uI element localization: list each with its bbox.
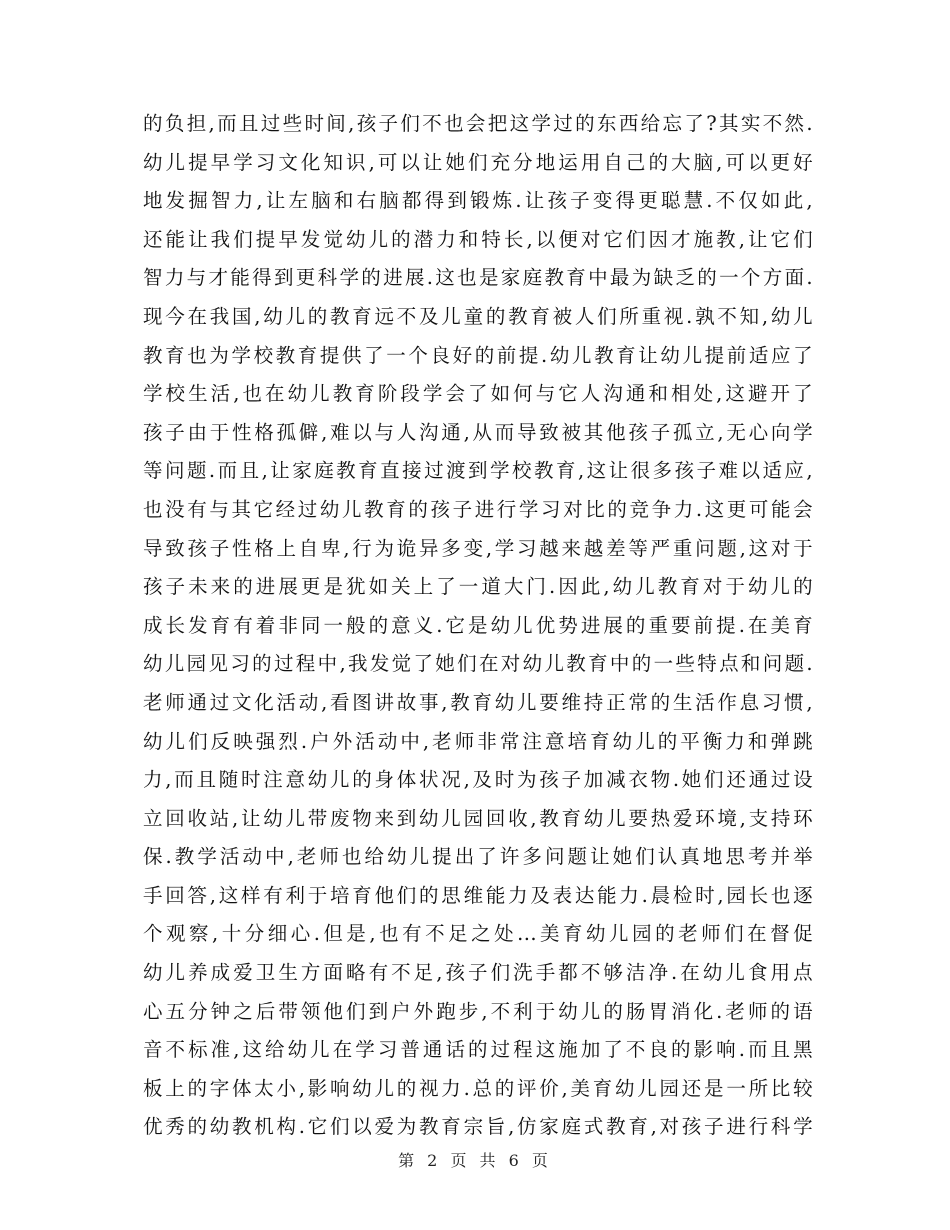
text-line: 地发掘智力,让左脑和右脑都得到锻炼.让孩子变得更聪慧.不仅如此, xyxy=(143,189,813,213)
text-line: 立回收站,让幼儿带废物来到幼儿园回收,教育幼儿要热爱环境,支持环 xyxy=(143,806,813,830)
text-line: 也没有与其它经过幼儿教育的孩子进行学习对比的竞争力.这更可能会 xyxy=(143,497,813,521)
text-line: 幼儿养成爱卫生方面略有不足,孩子们洗手都不够洁净.在幼儿食用点 xyxy=(143,961,813,985)
text-line: 教育也为学校教育提供了一个良好的前提.幼儿教育让幼儿提前适应了 xyxy=(143,343,813,367)
text-line: 还能让我们提早发觉幼儿的潜力和特长,以便对它们因才施教,让它们 xyxy=(143,227,813,251)
text-line: 优秀的幼教机构.它们以爱为教育宗旨,仿家庭式教育,对孩子进行科学 xyxy=(143,1115,813,1139)
text-line: 的负担,而且过些时间,孩子们不也会把这学过的东西给忘了?其实不然. xyxy=(143,112,813,135)
text-line: 学校生活,也在幼儿教育阶段学会了如何与它人沟通和相处,这避开了 xyxy=(143,382,813,406)
text-line: 孩子未来的进展更是犹如关上了一道大门.因此,幼儿教育对于幼儿的 xyxy=(143,575,813,599)
text-line: 板上的字体太小,影响幼儿的视力.总的评价,美育幼儿园还是一所比较 xyxy=(143,1076,813,1100)
body-text xyxy=(143,105,813,1147)
text-line: 保.教学活动中,老师也给幼儿提出了许多问题让她们认真地思考并举 xyxy=(143,845,813,869)
text-line: 幼儿们反映强烈.户外活动中,老师非常注意培育幼儿的平衡力和弹跳 xyxy=(143,729,813,753)
text-line: 心五分钟之后带领他们到户外跑步,不利于幼儿的肠胃消化.老师的语 xyxy=(143,999,813,1023)
text-line: 现今在我国,幼儿的教育远不及儿童的教育被人们所重视.孰不知,幼儿 xyxy=(143,304,813,328)
text-line: 音不标准,这给幼儿在学习普通话的过程这施加了不良的影响.而且黑 xyxy=(143,1038,813,1062)
text-line: 个观察,十分细心.但是,也有不足之处...美育幼儿园的老师们在督促 xyxy=(143,922,813,946)
page-number-footer: 第 2 页 共 6 页 xyxy=(398,1151,552,1170)
text-line: 等问题.而且,让家庭教育直接过渡到学校教育,这让很多孩子难以适应, xyxy=(143,459,813,483)
text-line: 力,而且随时注意幼儿的身体状况,及时为孩子加减衣物.她们还通过设 xyxy=(143,768,813,792)
text-line: 老师通过文化活动,看图讲故事,教育幼儿要维持正常的生活作息习惯, xyxy=(143,690,813,714)
text-line: 成长发育有着非同一般的意义.它是幼儿优势进展的重要前提.在美育 xyxy=(143,613,813,637)
text-line: 幼儿园见习的过程中,我发觉了她们在对幼儿教育中的一些特点和问题. xyxy=(143,652,813,676)
text-line: 智力与才能得到更科学的进展.这也是家庭教育中最为缺乏的一个方面. xyxy=(143,266,813,290)
text-line: 孩子由于性格孤僻,难以与人沟通,从而导致被其他孩子孤立,无心向学 xyxy=(143,420,813,444)
text-line: 手回答,这样有利于培育他们的思维能力及表达能力.晨检时,园长也逐 xyxy=(143,883,813,907)
text-line: 幼儿提早学习文化知识,可以让她们充分地运用自己的大脑,可以更好 xyxy=(143,150,813,174)
text-line: 导致孩子性格上自卑,行为诡异多变,学习越来越差等严重问题,这对于 xyxy=(143,536,813,560)
